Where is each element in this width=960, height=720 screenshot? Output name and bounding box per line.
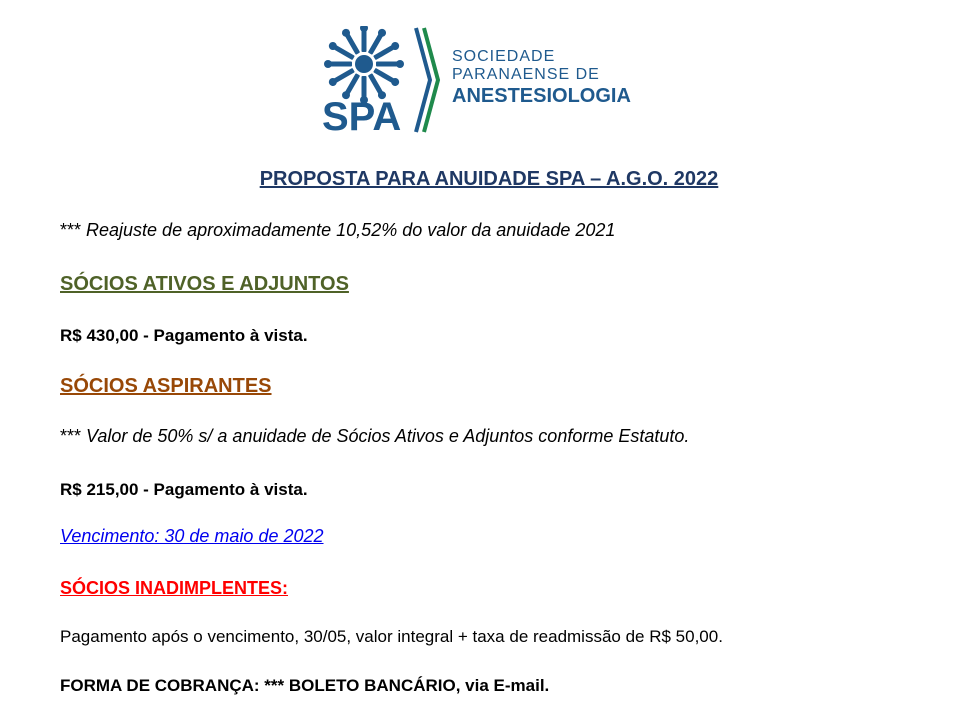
note-reajuste-text: Reajuste de aproximadamente 10,52% do valor da anuidade 2021 — [81, 220, 616, 240]
spa-logo — [322, 26, 652, 134]
note-aspirantes-stars: *** — [60, 426, 82, 446]
logo-line-anestesiologia: ANESTESIOLOGIA — [452, 85, 631, 107]
logo-abbr: SPA — [322, 95, 402, 134]
page-title: PROPOSTA PARA ANUIDADE SPA – A.G.O. 2022 — [259, 168, 719, 190]
logo-text — [452, 48, 631, 108]
note-aspirantes-text: Valor de 50% s/ a anuidade de Sócios Ativos e Adjuntos conforme Estatuto. — [81, 426, 690, 446]
logo-line-sociedade: SOCIEDADE — [452, 48, 556, 65]
note-reajuste-stars: *** — [60, 220, 82, 240]
vencimento-link[interactable]: Vencimento: 30 de maio de 2022 — [60, 526, 324, 546]
spa-emblem-icon — [322, 26, 442, 134]
price-socios-ativos: R$ 430,00 - Pagamento à vista. — [60, 326, 308, 345]
forma-cobranca: FORMA DE COBRANÇA: *** BOLETO BANCÁRIO, via E-mail. — [60, 676, 550, 695]
price-socios-aspirantes: R$ 215,00 - Pagamento à vista. — [60, 480, 308, 499]
note-aspirantes — [60, 426, 689, 447]
heading-socios-aspirantes: SÓCIOS ASPIRANTES — [60, 375, 272, 397]
note-reajuste — [60, 220, 615, 241]
heading-socios-inadimplentes: SÓCIOS INADIMPLENTES: — [60, 578, 289, 598]
heading-socios-ativos: SÓCIOS ATIVOS E ADJUNTOS — [60, 273, 349, 295]
inadimplentes-text: Pagamento após o vencimento, 30/05, valor integral + taxa de readmissão de R$ 50,00. — [60, 627, 723, 646]
logo-line-paranaense: PARANAENSE DE — [452, 66, 600, 83]
